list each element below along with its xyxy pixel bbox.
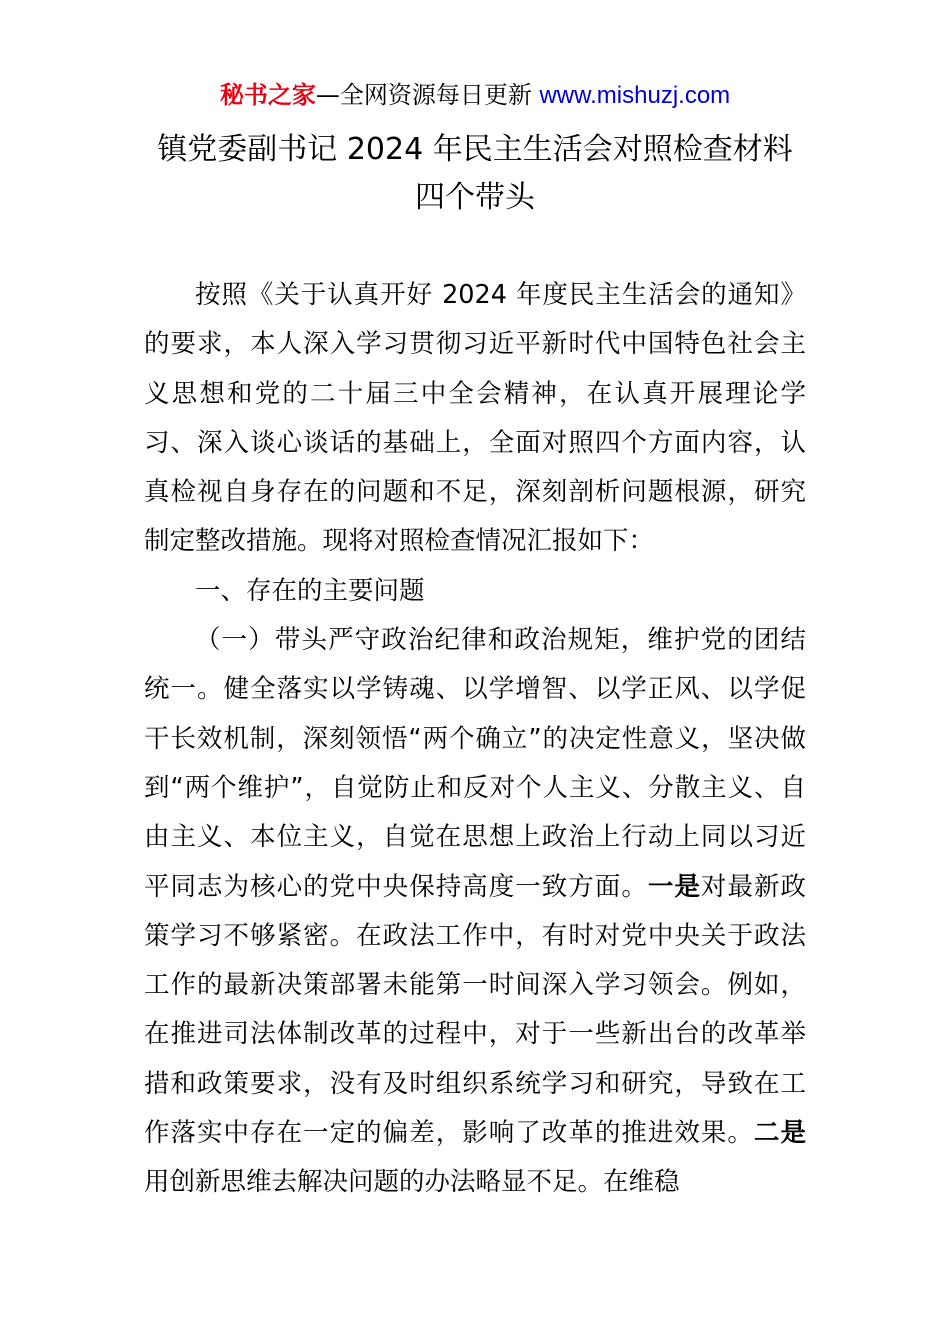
paragraph-text: （一）带头严守政治纪律和政治规矩，维护党的团结统一。健全落实以学铸魂、以学增智、以学正风、以学促干长效机制，深刻领悟“两个确立”的决定性意义，坚决做到“两个维护”，自觉防止和反对个人主义、分散主义、自由主义、本位主义，自觉在思想上政治上行动上同以习近平同志为核心的党中央保持高度一致方面。 <box>144 625 806 902</box>
site-header <box>0 78 950 113</box>
bold-marker-first: 一是 <box>647 871 701 902</box>
brand-name: 秘书之家 <box>219 81 316 109</box>
section-heading: 一、存在的主要问题 <box>195 575 425 606</box>
document-subtitle: 四个带头 <box>415 180 535 215</box>
header-slogan: —全网资源每日更新 <box>315 81 540 109</box>
site-url-link[interactable]: www.mishuzj.com <box>539 82 731 109</box>
paragraph-text: 用创新思维去解决问题的办法略显不足。在维稳 <box>144 1167 680 1198</box>
intro-paragraph: 按照《关于认真开好 2024 年度民主生活会的通知》的要求，本人深入学习贯彻习近平新时代中国特色社会主义思想和党的二十届三中全会精神，在认真开展理论学习、深入谈心谈话的基础上，全面对照四个方面内容，认真检视自身存在的问题和不足，深刻剖析问题根源，研究制定整改措施。现将对照检查情况汇报如下： <box>144 280 806 557</box>
paragraph-text: 对最新政策学习不够紧密。在政法工作中，有时对党中央关于政法工作的最新决策部署未能第一时间深入学习领会。例如，在推进司法体制改革的过程中，对于一些新出台的改革举措和政策要求，没有及时组织系统学习和研究，导致在工作落实中存在一定的偏差，影响了改革的推进效果。 <box>144 871 806 1149</box>
document-title: 镇党委副书记 2024 年民主生活会对照检查材料 <box>157 132 793 167</box>
bold-marker-second: 二是 <box>753 1118 806 1149</box>
document-body <box>144 271 806 1208</box>
section-paragraph <box>144 616 806 1208</box>
